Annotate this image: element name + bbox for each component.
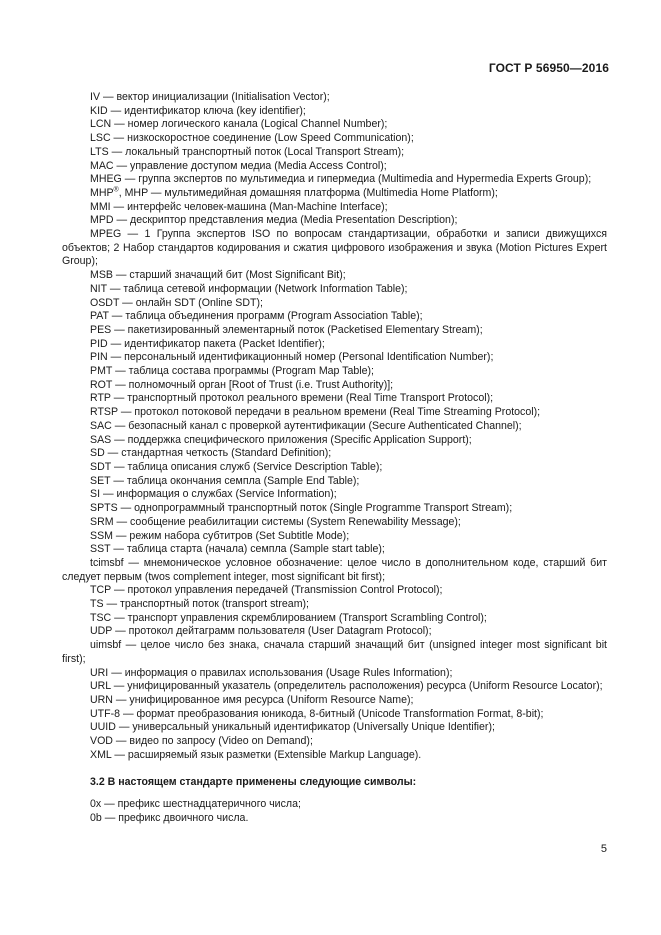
- abbreviation-entry: SAC — безопасный канал с проверкой аутентификации (Secure Authenticated Channel);: [90, 419, 522, 432]
- abbreviation-entry: IV — вектор инициализации (Initialisation Vector);: [90, 91, 330, 103]
- symbol-entry: 0x — префикс шестнадцатеричного числа;: [90, 798, 301, 811]
- abbreviation-entry: LSC — низкоскоростное соединение (Low Speed Communication);: [90, 132, 414, 145]
- abbreviation-entry: UUID — универсальный уникальный идентификатор (Universally Unique Identifier);: [90, 721, 495, 734]
- abbreviation-entry: PAT — таблица объединения программ (Program Association Table);: [90, 310, 423, 323]
- abbreviation-entry: TS — транспортный поток (transport stream);: [90, 598, 309, 611]
- abbreviation-entry: SST — таблица старта (начала) семпла (Sample start table);: [90, 543, 385, 556]
- abbreviation-entry: SPTS — однопрограммный транспортный поток (Single Programme Transport Stream);: [90, 502, 513, 515]
- abbreviation-entry: XML — расширяемый язык разметки (Extensible Markup Language).: [90, 748, 422, 761]
- abbreviation-entry: tcimsbf — мнемоническое условное обозначение: целое число в дополнительном коде, старший бит следует первым (twos complement integer, most significant bit first);: [62, 556, 607, 583]
- abbreviation-entry: VOD — видео по запросу (Video on Demand);: [90, 735, 313, 748]
- abbreviation-entry: MHEG — группа экспертов по мультимедиа и гипермедиа (Multimedia and Hypermedia Experts Group);: [90, 173, 592, 186]
- abbreviation-entry: PIN — персональный идентификационный номер (Personal Identification Number);: [90, 351, 494, 364]
- abbreviation-entry: LCN — номер логического канала (Logical Channel Number);: [90, 118, 388, 131]
- abbreviation-entry: MPEG — 1 Группа экспертов ISO по вопросам стандартизации, обработки и записи движущихся объектов; 2 Набор стандартов кодирования и сжатия цифрового изображения и звука (Motion Pictures Expert Group);: [62, 228, 607, 268]
- abbreviation-entry: RTP — транспортный протокол реального времени (Real Time Transport Protocol);: [90, 392, 494, 405]
- symbol-entry: 0b — префикс двоичного числа.: [90, 811, 249, 824]
- abbreviation-entry: URI — информация о правилах использования (Usage Rules Information);: [90, 666, 453, 679]
- abbreviation-entry: TCP — протокол управления передачей (Transmission Control Protocol);: [90, 584, 443, 597]
- abbreviation-entry: SDT — таблица описания служб (Service Description Table);: [90, 460, 383, 473]
- abbreviation-entry: URN — унифицированное имя ресурса (Uniform Resource Name);: [90, 693, 414, 706]
- abbreviation-entry: uimsbf — целое число без знака, сначала старший значащий бит (unsigned integer most significant bit first);: [62, 639, 607, 665]
- abbreviation-list: [62, 91, 607, 762]
- abbreviation-entry: SD — стандартная четкость (Standard Definition);: [90, 447, 332, 460]
- abbreviation-entry: ROT — полномочный орган [Root of Trust (i.e. Trust Authority)];: [90, 378, 394, 391]
- abbreviation-entry: MHP®, MHP — мультимедийная домашняя платформа (Multimedia Home Platform);: [90, 186, 498, 199]
- abbreviation-entry: NIT — таблица сетевой информации (Network Information Table);: [90, 282, 408, 295]
- abbreviation-entry: MPD — дескриптор представления медиа (Media Presentation Description);: [90, 214, 458, 227]
- abbreviation-entry: SRM — сообщение реабилитации системы (System Renewability Message);: [90, 515, 461, 528]
- abbreviation-entry: TSC — транспорт управления скремблированием (Transport Scrambling Control);: [90, 611, 487, 624]
- page-number: 5: [600, 843, 607, 855]
- section-3-2-title: 3.2 В настоящем стандарте применены следующие символы:: [90, 776, 417, 789]
- abbreviation-entry: SAS — поддержка специфического приложения (Specific Application Support);: [90, 433, 472, 446]
- abbreviation-entry: SSM — режим набора субтитров (Set Subtitle Mode);: [90, 529, 350, 542]
- abbreviation-entry: MAC — управление доступом медиа (Media Access Control);: [90, 159, 387, 172]
- abbreviation-entry: RTSP — протокол потоковой передачи в реальном времени (Real Time Streaming Protocol);: [90, 406, 541, 419]
- abbreviation-entry: UTF-8 — формат преобразования юникода, 8-битный (Unicode Transformation Format, 8-bit);: [90, 707, 544, 720]
- abbreviation-entry: UDP — протокол дейтаграмм пользователя (User Datagram Protocol);: [90, 625, 432, 638]
- abbreviation-entry: LTS — локальный транспортный поток (Local Transport Stream);: [90, 145, 405, 158]
- abbreviation-entry: URL — унифицированный указатель (определитель расположения) ресурса (Uniform Resource Locator);: [90, 680, 603, 693]
- abbreviation-entry: PID — идентификатор пакета (Packet Identifier);: [90, 337, 325, 350]
- abbreviation-entry: PMT — таблица состава программы (Program Map Table);: [90, 365, 374, 378]
- abbreviation-entry: OSDT — онлайн SDT (Online SDT);: [90, 296, 263, 309]
- abbreviation-entry: KID — идентификатор ключа (key identifier);: [90, 104, 306, 117]
- document-code-header: ГОСТ Р 56950—2016: [488, 61, 609, 75]
- document-body: [62, 91, 607, 826]
- abbreviation-entry: MSB — старший значащий бит (Most Significant Bit);: [90, 269, 346, 282]
- abbreviation-entry: SI — информация о службах (Service Information);: [90, 488, 337, 501]
- abbreviation-entry: MMI — интерфейс человек-машина (Man-Machine Interface);: [90, 200, 388, 213]
- abbreviation-entry: SET — таблица окончания семпла (Sample End Table);: [90, 474, 360, 487]
- symbol-list: [62, 798, 607, 825]
- abbreviation-entry: PES — пакетизированный элементарный поток (Packetised Elementary Stream);: [90, 323, 483, 336]
